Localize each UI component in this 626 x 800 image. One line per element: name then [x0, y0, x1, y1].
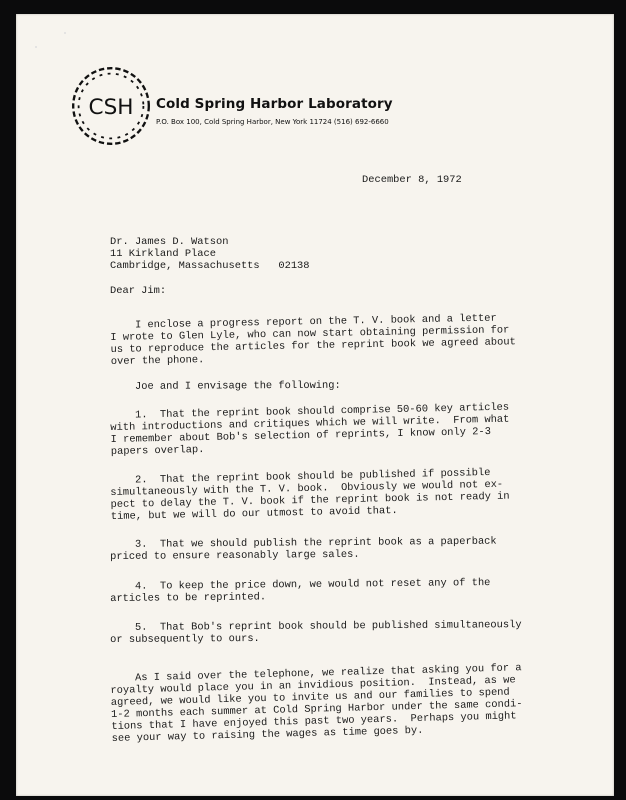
speck-mark	[64, 32, 66, 34]
paragraph-envisage: Joe and I envisage the following:	[110, 379, 341, 393]
paragraph-point-4: 4. To keep the price down, we would not reset any of the articles to be reprinted.	[110, 577, 491, 605]
logo-text: CSH	[88, 95, 134, 121]
laboratory-address: P.O. Box 100, Cold Spring Harbor, New York 11724 (516) 692-6660	[156, 118, 389, 126]
recipient-street: 11 Kirkland Place	[110, 248, 217, 260]
letter-page	[16, 14, 614, 796]
paragraph-point-5: 5. That Bob's reprint book should be published simultaneously or subsequently to ours.	[110, 619, 522, 646]
recipient-city: Cambridge, Massachusetts 02138	[110, 260, 310, 272]
laboratory-name: Cold Spring Harbor Laboratory	[156, 96, 393, 112]
csh-logo-icon	[66, 61, 156, 151]
paragraph-point-1: 1. That the reprint book should comprise 50-60 key articles with introductions and critiques which we will write. From what I remember about Bob's selection of reprints, I know only 2-3 papers overlap.	[110, 401, 510, 458]
paragraph-intro: I enclose a progress report on the T. V. book and a letter I wrote to Glen Lyle, who can now start obtaining permission for us to reproduce the articles for the reprint book we agreed about over the phone.	[110, 312, 516, 368]
speck-mark	[35, 46, 37, 48]
paragraph-point-3: 3. That we should publish the reprint book as a paperback priced to ensure reasonably large sales.	[110, 535, 497, 563]
salutation: Dear Jim:	[110, 285, 167, 297]
paragraph-closing: As I said over the telephone, we realize that asking you for a royalty would place you in an invidious position. Instead, as we agreed, we would like you to invite us and our families to spend 1-2 months each summer at Cold Spring Harbor under the same condi- tions that I have enjoyed this past two years. Perhaps you might see your way to raising the wages as time goes by.	[110, 662, 523, 745]
paragraph-point-2: 2. That the reprint book should be published if possible simultaneously with the T. V. book. Obviously we would not ex- pect to delay the T. V. book if the reprint book is not ready in time, but we will do our utmost to avoid that.	[110, 467, 510, 523]
recipient-address	[110, 236, 310, 272]
letter-date: December 8, 1972	[362, 174, 462, 186]
recipient-name: Dr. James D. Watson	[110, 236, 229, 248]
